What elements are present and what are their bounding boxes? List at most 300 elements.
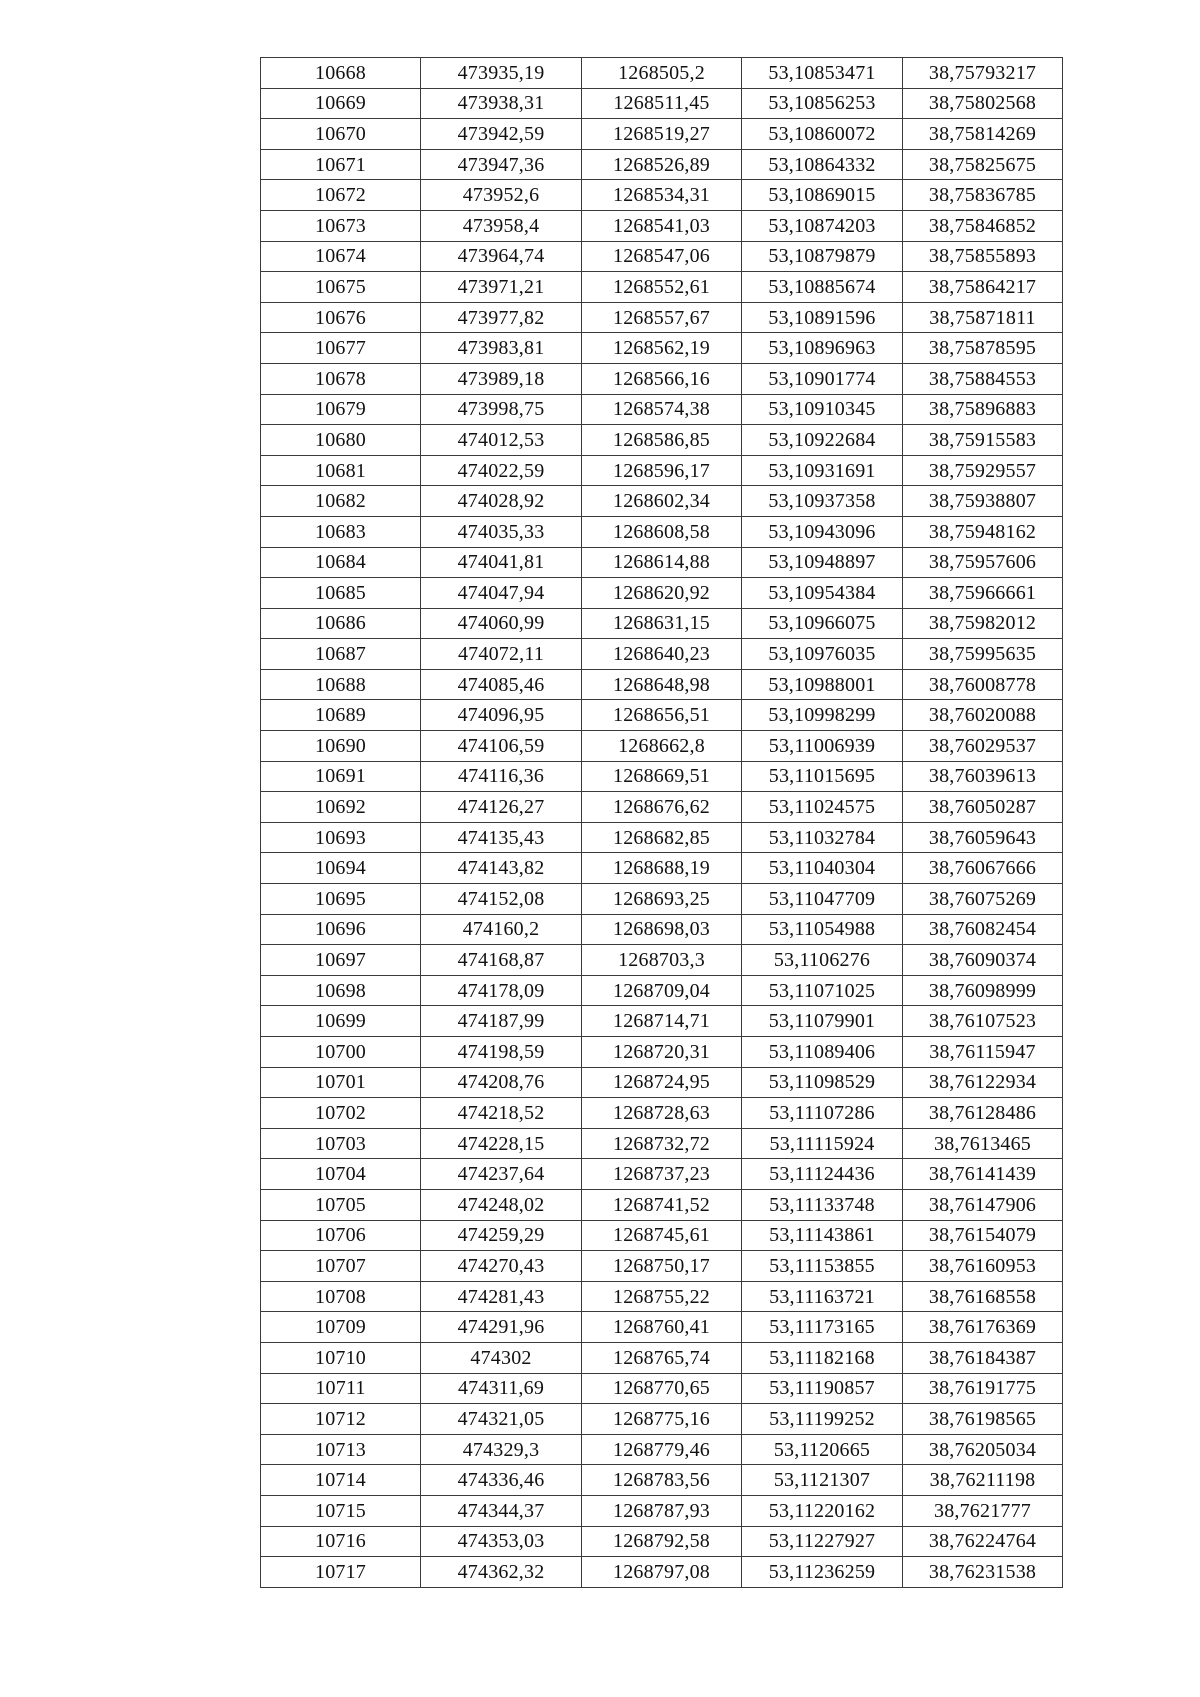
coordinates-table	[260, 57, 1063, 1588]
point-number-cell: 10676	[261, 302, 421, 333]
longitude-cell: 38,76029537	[903, 731, 1063, 762]
point-number-cell: 10711	[261, 1373, 421, 1404]
longitude-cell: 38,76205034	[903, 1434, 1063, 1465]
coordinates-table-body	[261, 58, 1063, 1588]
y-coordinate-cell: 1268596,17	[582, 455, 742, 486]
y-coordinate-cell: 1268775,16	[582, 1404, 742, 1435]
longitude-cell: 38,76154079	[903, 1220, 1063, 1251]
latitude-cell: 53,10937358	[742, 486, 903, 517]
table-row	[261, 425, 1063, 456]
x-coordinate-cell: 473935,19	[421, 58, 582, 89]
latitude-cell: 53,10998299	[742, 700, 903, 731]
x-coordinate-cell: 474143,82	[421, 853, 582, 884]
latitude-cell: 53,11227927	[742, 1526, 903, 1557]
x-coordinate-cell: 474311,69	[421, 1373, 582, 1404]
longitude-cell: 38,76059643	[903, 822, 1063, 853]
table-row	[261, 1434, 1063, 1465]
y-coordinate-cell: 1268724,95	[582, 1067, 742, 1098]
x-coordinate-cell: 474022,59	[421, 455, 582, 486]
point-number-cell: 10679	[261, 394, 421, 425]
table-row	[261, 241, 1063, 272]
longitude-cell: 38,75846852	[903, 210, 1063, 241]
y-coordinate-cell: 1268703,3	[582, 945, 742, 976]
latitude-cell: 53,10901774	[742, 363, 903, 394]
point-number-cell: 10673	[261, 210, 421, 241]
latitude-cell: 53,10954384	[742, 578, 903, 609]
latitude-cell: 53,10856253	[742, 88, 903, 119]
table-row	[261, 1557, 1063, 1588]
x-coordinate-cell: 474096,95	[421, 700, 582, 731]
longitude-cell: 38,76141439	[903, 1159, 1063, 1190]
x-coordinate-cell: 474028,92	[421, 486, 582, 517]
longitude-cell: 38,76082454	[903, 914, 1063, 945]
latitude-cell: 53,10885674	[742, 272, 903, 303]
longitude-cell: 38,76107523	[903, 1006, 1063, 1037]
latitude-cell: 53,10879879	[742, 241, 903, 272]
point-number-cell: 10689	[261, 700, 421, 731]
point-number-cell: 10690	[261, 731, 421, 762]
table-row	[261, 1465, 1063, 1496]
longitude-cell: 38,76198565	[903, 1404, 1063, 1435]
longitude-cell: 38,75825675	[903, 149, 1063, 180]
latitude-cell: 53,11143861	[742, 1220, 903, 1251]
x-coordinate-cell: 474329,3	[421, 1434, 582, 1465]
longitude-cell: 38,75884553	[903, 363, 1063, 394]
longitude-cell: 38,75982012	[903, 608, 1063, 639]
point-number-cell: 10717	[261, 1557, 421, 1588]
table-row	[261, 761, 1063, 792]
y-coordinate-cell: 1268688,19	[582, 853, 742, 884]
y-coordinate-cell: 1268602,34	[582, 486, 742, 517]
table-row	[261, 792, 1063, 823]
y-coordinate-cell: 1268755,22	[582, 1281, 742, 1312]
latitude-cell: 53,10988001	[742, 669, 903, 700]
latitude-cell: 53,1121307	[742, 1465, 903, 1496]
table-row	[261, 180, 1063, 211]
point-number-cell: 10712	[261, 1404, 421, 1435]
table-row	[261, 1373, 1063, 1404]
latitude-cell: 53,10948897	[742, 547, 903, 578]
y-coordinate-cell: 1268640,23	[582, 639, 742, 670]
latitude-cell: 53,11040304	[742, 853, 903, 884]
x-coordinate-cell: 474012,53	[421, 425, 582, 456]
latitude-cell: 53,11032784	[742, 822, 903, 853]
y-coordinate-cell: 1268698,03	[582, 914, 742, 945]
x-coordinate-cell: 474353,03	[421, 1526, 582, 1557]
longitude-cell: 38,76147906	[903, 1189, 1063, 1220]
y-coordinate-cell: 1268656,51	[582, 700, 742, 731]
x-coordinate-cell: 474291,96	[421, 1312, 582, 1343]
longitude-cell: 38,76176369	[903, 1312, 1063, 1343]
latitude-cell: 53,11182168	[742, 1342, 903, 1373]
table-row	[261, 302, 1063, 333]
x-coordinate-cell: 473958,4	[421, 210, 582, 241]
latitude-cell: 53,11236259	[742, 1557, 903, 1588]
x-coordinate-cell: 473989,18	[421, 363, 582, 394]
table-row	[261, 1342, 1063, 1373]
table-row	[261, 639, 1063, 670]
longitude-cell: 38,75836785	[903, 180, 1063, 211]
x-coordinate-cell: 474208,76	[421, 1067, 582, 1098]
y-coordinate-cell: 1268676,62	[582, 792, 742, 823]
longitude-cell: 38,76050287	[903, 792, 1063, 823]
longitude-cell: 38,76231538	[903, 1557, 1063, 1588]
y-coordinate-cell: 1268779,46	[582, 1434, 742, 1465]
x-coordinate-cell: 474362,32	[421, 1557, 582, 1588]
y-coordinate-cell: 1268608,58	[582, 516, 742, 547]
latitude-cell: 53,11124436	[742, 1159, 903, 1190]
point-number-cell: 10671	[261, 149, 421, 180]
point-number-cell: 10710	[261, 1342, 421, 1373]
longitude-cell: 38,75995635	[903, 639, 1063, 670]
y-coordinate-cell: 1268662,8	[582, 731, 742, 762]
point-number-cell: 10701	[261, 1067, 421, 1098]
x-coordinate-cell: 473971,21	[421, 272, 582, 303]
longitude-cell: 38,75966661	[903, 578, 1063, 609]
y-coordinate-cell: 1268765,74	[582, 1342, 742, 1373]
latitude-cell: 53,1120665	[742, 1434, 903, 1465]
point-number-cell: 10705	[261, 1189, 421, 1220]
longitude-cell: 38,76020088	[903, 700, 1063, 731]
x-coordinate-cell: 474198,59	[421, 1037, 582, 1068]
latitude-cell: 53,11047709	[742, 884, 903, 915]
table-row	[261, 731, 1063, 762]
point-number-cell: 10668	[261, 58, 421, 89]
longitude-cell: 38,76075269	[903, 884, 1063, 915]
point-number-cell: 10696	[261, 914, 421, 945]
y-coordinate-cell: 1268562,19	[582, 333, 742, 364]
point-number-cell: 10686	[261, 608, 421, 639]
y-coordinate-cell: 1268745,61	[582, 1220, 742, 1251]
longitude-cell: 38,75929557	[903, 455, 1063, 486]
longitude-cell: 38,76008778	[903, 669, 1063, 700]
x-coordinate-cell: 474106,59	[421, 731, 582, 762]
point-number-cell: 10678	[261, 363, 421, 394]
y-coordinate-cell: 1268505,2	[582, 58, 742, 89]
point-number-cell: 10698	[261, 975, 421, 1006]
latitude-cell: 53,10860072	[742, 119, 903, 150]
latitude-cell: 53,11006939	[742, 731, 903, 762]
table-row	[261, 1037, 1063, 1068]
latitude-cell: 53,11163721	[742, 1281, 903, 1312]
x-coordinate-cell: 474047,94	[421, 578, 582, 609]
y-coordinate-cell: 1268770,65	[582, 1373, 742, 1404]
table-row	[261, 608, 1063, 639]
x-coordinate-cell: 473952,6	[421, 180, 582, 211]
table-row	[261, 394, 1063, 425]
longitude-cell: 38,76211198	[903, 1465, 1063, 1496]
x-coordinate-cell: 474072,11	[421, 639, 582, 670]
table-row	[261, 333, 1063, 364]
longitude-cell: 38,75814269	[903, 119, 1063, 150]
table-row	[261, 1526, 1063, 1557]
longitude-cell: 38,75864217	[903, 272, 1063, 303]
point-number-cell: 10677	[261, 333, 421, 364]
x-coordinate-cell: 474135,43	[421, 822, 582, 853]
x-coordinate-cell: 474126,27	[421, 792, 582, 823]
point-number-cell: 10714	[261, 1465, 421, 1496]
y-coordinate-cell: 1268566,16	[582, 363, 742, 394]
longitude-cell: 38,76184387	[903, 1342, 1063, 1373]
table-row	[261, 516, 1063, 547]
y-coordinate-cell: 1268720,31	[582, 1037, 742, 1068]
x-coordinate-cell: 474035,33	[421, 516, 582, 547]
x-coordinate-cell: 474228,15	[421, 1128, 582, 1159]
y-coordinate-cell: 1268714,71	[582, 1006, 742, 1037]
x-coordinate-cell: 474085,46	[421, 669, 582, 700]
table-row	[261, 455, 1063, 486]
y-coordinate-cell: 1268511,45	[582, 88, 742, 119]
y-coordinate-cell: 1268732,72	[582, 1128, 742, 1159]
point-number-cell: 10688	[261, 669, 421, 700]
latitude-cell: 53,11199252	[742, 1404, 903, 1435]
x-coordinate-cell: 474178,09	[421, 975, 582, 1006]
table-row	[261, 1281, 1063, 1312]
table-row	[261, 884, 1063, 915]
latitude-cell: 53,10931691	[742, 455, 903, 486]
latitude-cell: 53,10864332	[742, 149, 903, 180]
table-row	[261, 945, 1063, 976]
latitude-cell: 53,10853471	[742, 58, 903, 89]
latitude-cell: 53,11079901	[742, 1006, 903, 1037]
x-coordinate-cell: 473998,75	[421, 394, 582, 425]
y-coordinate-cell: 1268519,27	[582, 119, 742, 150]
y-coordinate-cell: 1268737,23	[582, 1159, 742, 1190]
point-number-cell: 10704	[261, 1159, 421, 1190]
point-number-cell: 10716	[261, 1526, 421, 1557]
latitude-cell: 53,10874203	[742, 210, 903, 241]
longitude-cell: 38,76098999	[903, 975, 1063, 1006]
latitude-cell: 53,11024575	[742, 792, 903, 823]
table-row	[261, 914, 1063, 945]
point-number-cell: 10672	[261, 180, 421, 211]
longitude-cell: 38,7621777	[903, 1495, 1063, 1526]
point-number-cell: 10684	[261, 547, 421, 578]
latitude-cell: 53,11133748	[742, 1189, 903, 1220]
latitude-cell: 53,11107286	[742, 1098, 903, 1129]
x-coordinate-cell: 473977,82	[421, 302, 582, 333]
point-number-cell: 10703	[261, 1128, 421, 1159]
latitude-cell: 53,11071025	[742, 975, 903, 1006]
longitude-cell: 38,76090374	[903, 945, 1063, 976]
table-row	[261, 210, 1063, 241]
point-number-cell: 10694	[261, 853, 421, 884]
x-coordinate-cell: 474187,99	[421, 1006, 582, 1037]
x-coordinate-cell: 474344,37	[421, 1495, 582, 1526]
longitude-cell: 38,75957606	[903, 547, 1063, 578]
point-number-cell: 10695	[261, 884, 421, 915]
y-coordinate-cell: 1268631,15	[582, 608, 742, 639]
latitude-cell: 53,10896963	[742, 333, 903, 364]
latitude-cell: 53,10869015	[742, 180, 903, 211]
longitude-cell: 38,75938807	[903, 486, 1063, 517]
point-number-cell: 10702	[261, 1098, 421, 1129]
latitude-cell: 53,10922684	[742, 425, 903, 456]
point-number-cell: 10674	[261, 241, 421, 272]
latitude-cell: 53,10910345	[742, 394, 903, 425]
point-number-cell: 10680	[261, 425, 421, 456]
y-coordinate-cell: 1268783,56	[582, 1465, 742, 1496]
y-coordinate-cell: 1268682,85	[582, 822, 742, 853]
longitude-cell: 38,75793217	[903, 58, 1063, 89]
longitude-cell: 38,75948162	[903, 516, 1063, 547]
x-coordinate-cell: 474321,05	[421, 1404, 582, 1435]
y-coordinate-cell: 1268709,04	[582, 975, 742, 1006]
x-coordinate-cell: 474060,99	[421, 608, 582, 639]
point-number-cell: 10708	[261, 1281, 421, 1312]
y-coordinate-cell: 1268797,08	[582, 1557, 742, 1588]
point-number-cell: 10691	[261, 761, 421, 792]
point-number-cell: 10707	[261, 1251, 421, 1282]
y-coordinate-cell: 1268787,93	[582, 1495, 742, 1526]
x-coordinate-cell: 473983,81	[421, 333, 582, 364]
table-row	[261, 486, 1063, 517]
x-coordinate-cell: 474218,52	[421, 1098, 582, 1129]
x-coordinate-cell: 474248,02	[421, 1189, 582, 1220]
latitude-cell: 53,10891596	[742, 302, 903, 333]
longitude-cell: 38,75855893	[903, 241, 1063, 272]
latitude-cell: 53,11153855	[742, 1251, 903, 1282]
x-coordinate-cell: 474160,2	[421, 914, 582, 945]
x-coordinate-cell: 474041,81	[421, 547, 582, 578]
point-number-cell: 10675	[261, 272, 421, 303]
table-row	[261, 1495, 1063, 1526]
y-coordinate-cell: 1268574,38	[582, 394, 742, 425]
longitude-cell: 38,7613465	[903, 1128, 1063, 1159]
y-coordinate-cell: 1268547,06	[582, 241, 742, 272]
table-row	[261, 1067, 1063, 1098]
latitude-cell: 53,11098529	[742, 1067, 903, 1098]
longitude-cell: 38,76168558	[903, 1281, 1063, 1312]
y-coordinate-cell: 1268741,52	[582, 1189, 742, 1220]
longitude-cell: 38,76067666	[903, 853, 1063, 884]
y-coordinate-cell: 1268534,31	[582, 180, 742, 211]
point-number-cell: 10682	[261, 486, 421, 517]
longitude-cell: 38,76039613	[903, 761, 1063, 792]
table-row	[261, 1098, 1063, 1129]
latitude-cell: 53,11173165	[742, 1312, 903, 1343]
point-number-cell: 10697	[261, 945, 421, 976]
point-number-cell: 10693	[261, 822, 421, 853]
x-coordinate-cell: 473938,31	[421, 88, 582, 119]
table-row	[261, 272, 1063, 303]
x-coordinate-cell: 473942,59	[421, 119, 582, 150]
longitude-cell: 38,75802568	[903, 88, 1063, 119]
point-number-cell: 10685	[261, 578, 421, 609]
latitude-cell: 53,11220162	[742, 1495, 903, 1526]
table-row	[261, 1404, 1063, 1435]
y-coordinate-cell: 1268693,25	[582, 884, 742, 915]
table-row	[261, 58, 1063, 89]
table-row	[261, 547, 1063, 578]
y-coordinate-cell: 1268728,63	[582, 1098, 742, 1129]
latitude-cell: 53,10976035	[742, 639, 903, 670]
x-coordinate-cell: 474116,36	[421, 761, 582, 792]
table-row	[261, 1159, 1063, 1190]
latitude-cell: 53,11015695	[742, 761, 903, 792]
longitude-cell: 38,76224764	[903, 1526, 1063, 1557]
y-coordinate-cell: 1268552,61	[582, 272, 742, 303]
table-row	[261, 1312, 1063, 1343]
longitude-cell: 38,75878595	[903, 333, 1063, 364]
x-coordinate-cell: 474237,64	[421, 1159, 582, 1190]
y-coordinate-cell: 1268760,41	[582, 1312, 742, 1343]
x-coordinate-cell: 474152,08	[421, 884, 582, 915]
table-row	[261, 1189, 1063, 1220]
x-coordinate-cell: 474336,46	[421, 1465, 582, 1496]
y-coordinate-cell: 1268750,17	[582, 1251, 742, 1282]
longitude-cell: 38,76115947	[903, 1037, 1063, 1068]
x-coordinate-cell: 473947,36	[421, 149, 582, 180]
point-number-cell: 10687	[261, 639, 421, 670]
table-row	[261, 1006, 1063, 1037]
table-row	[261, 1251, 1063, 1282]
longitude-cell: 38,76128486	[903, 1098, 1063, 1129]
latitude-cell: 53,11054988	[742, 914, 903, 945]
point-number-cell: 10706	[261, 1220, 421, 1251]
point-number-cell: 10699	[261, 1006, 421, 1037]
table-row	[261, 363, 1063, 394]
point-number-cell: 10715	[261, 1495, 421, 1526]
table-row	[261, 578, 1063, 609]
table-row	[261, 1220, 1063, 1251]
y-coordinate-cell: 1268586,85	[582, 425, 742, 456]
x-coordinate-cell: 474302	[421, 1342, 582, 1373]
y-coordinate-cell: 1268648,98	[582, 669, 742, 700]
latitude-cell: 53,10966075	[742, 608, 903, 639]
table-row	[261, 853, 1063, 884]
y-coordinate-cell: 1268526,89	[582, 149, 742, 180]
point-number-cell: 10681	[261, 455, 421, 486]
y-coordinate-cell: 1268541,03	[582, 210, 742, 241]
latitude-cell: 53,11115924	[742, 1128, 903, 1159]
table-row	[261, 700, 1063, 731]
x-coordinate-cell: 474168,87	[421, 945, 582, 976]
longitude-cell: 38,76191775	[903, 1373, 1063, 1404]
y-coordinate-cell: 1268669,51	[582, 761, 742, 792]
latitude-cell: 53,10943096	[742, 516, 903, 547]
point-number-cell: 10670	[261, 119, 421, 150]
table-row	[261, 1128, 1063, 1159]
table-row	[261, 822, 1063, 853]
point-number-cell: 10713	[261, 1434, 421, 1465]
point-number-cell: 10669	[261, 88, 421, 119]
x-coordinate-cell: 474259,29	[421, 1220, 582, 1251]
table-row	[261, 149, 1063, 180]
y-coordinate-cell: 1268620,92	[582, 578, 742, 609]
longitude-cell: 38,75871811	[903, 302, 1063, 333]
table-row	[261, 669, 1063, 700]
point-number-cell: 10692	[261, 792, 421, 823]
x-coordinate-cell: 474281,43	[421, 1281, 582, 1312]
table-row	[261, 119, 1063, 150]
longitude-cell: 38,75915583	[903, 425, 1063, 456]
table-row	[261, 88, 1063, 119]
longitude-cell: 38,76160953	[903, 1251, 1063, 1282]
longitude-cell: 38,75896883	[903, 394, 1063, 425]
latitude-cell: 53,11089406	[742, 1037, 903, 1068]
x-coordinate-cell: 473964,74	[421, 241, 582, 272]
point-number-cell: 10709	[261, 1312, 421, 1343]
y-coordinate-cell: 1268792,58	[582, 1526, 742, 1557]
latitude-cell: 53,11190857	[742, 1373, 903, 1404]
x-coordinate-cell: 474270,43	[421, 1251, 582, 1282]
latitude-cell: 53,1106276	[742, 945, 903, 976]
table-row	[261, 975, 1063, 1006]
longitude-cell: 38,76122934	[903, 1067, 1063, 1098]
y-coordinate-cell: 1268614,88	[582, 547, 742, 578]
y-coordinate-cell: 1268557,67	[582, 302, 742, 333]
